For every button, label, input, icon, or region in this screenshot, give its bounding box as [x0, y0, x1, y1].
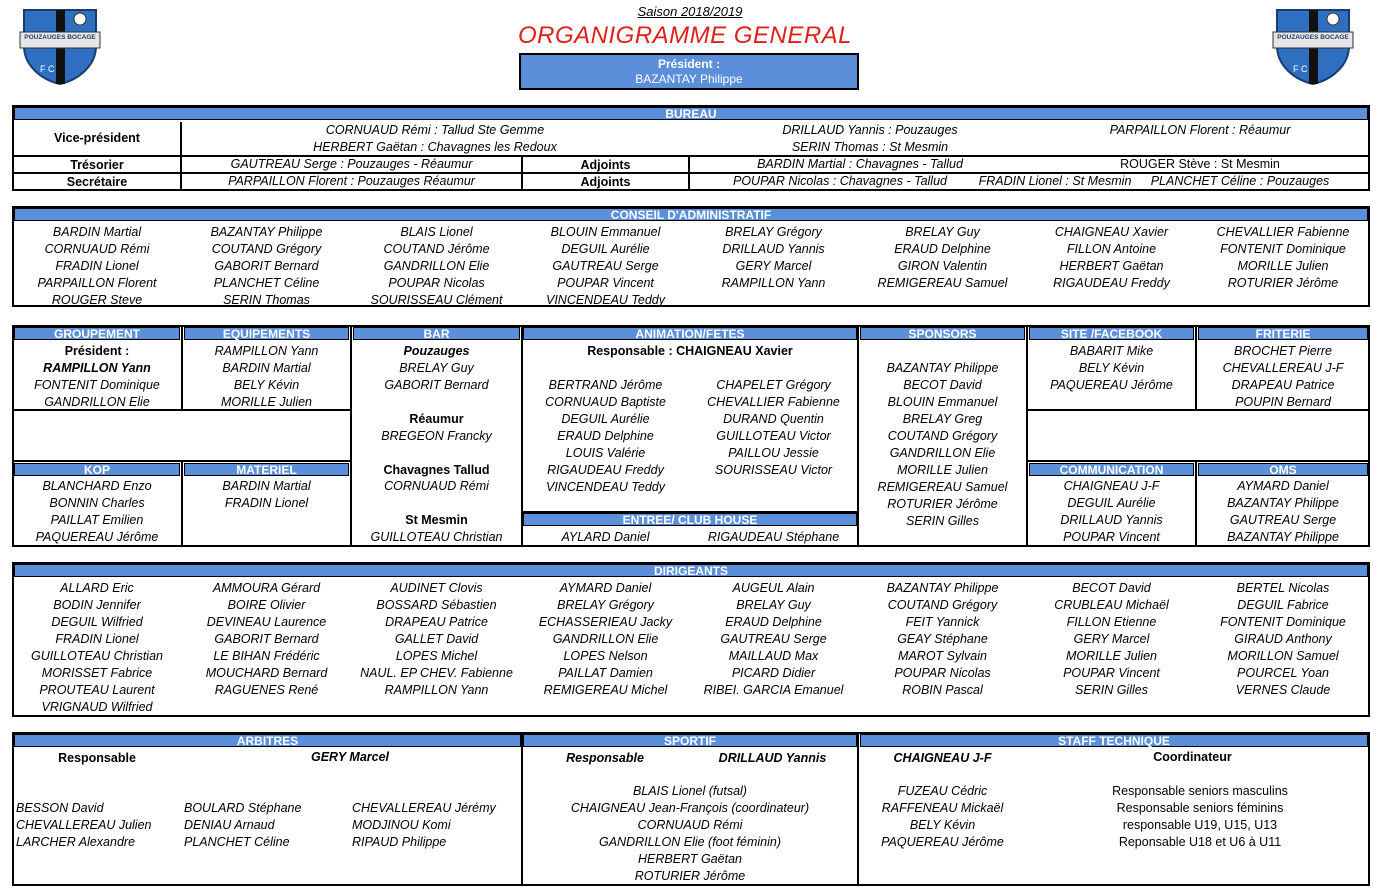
equipements-header: EQUIPEMENTS: [184, 327, 349, 340]
member-name: DEGUIL Aurélie: [561, 412, 650, 426]
member-name: LOUIS Valérie: [565, 446, 646, 460]
dirigeant-member: CRUBLEAU Michaël: [1054, 598, 1169, 612]
staff-lead: CHAIGNEAU J-F: [893, 751, 992, 765]
bar-header: BAR: [353, 327, 520, 340]
conseil-member: PARPAILLON Florent: [37, 276, 157, 290]
conseil-column: [14, 224, 180, 309]
dirigeant-member: REMIGEREAU Michel: [543, 683, 668, 697]
site-list: [1029, 343, 1194, 394]
member-name: CORNUAUD Baptiste: [545, 395, 666, 409]
member-name: HERBERT Gaëtan: [638, 852, 742, 866]
member-name: CHEVALLEREAU Julien: [16, 818, 152, 832]
materiel-list: [184, 478, 349, 512]
conseil-column: [184, 224, 349, 309]
member-name: REMIGEREAU Samuel: [877, 480, 1008, 494]
svg-text:F C: F C: [40, 64, 55, 74]
member-name: CHEVALLEREAU Jérémy: [352, 801, 496, 815]
dirigeant-column: [1029, 580, 1194, 699]
arbitres-resp-label: Responsable: [58, 751, 136, 765]
dirigeant-member: GIRAUD Anthony: [1234, 632, 1332, 646]
conseil-member: FILLON Antoine: [1066, 242, 1157, 256]
secretary-name: PARPAILLON Florent : Pouzauges Réaumur: [228, 174, 475, 188]
season-label: Saison 2018/2019: [637, 4, 743, 19]
member-name: BELY Kévin: [233, 378, 300, 392]
dirigeant-member: AUDINET Clovis: [390, 581, 483, 595]
dirigeant-column: [690, 580, 857, 699]
vp-member: SERIN Thomas : St Mesmin: [791, 140, 949, 154]
member-name: Responsable seniors féminins: [1116, 801, 1284, 815]
dirigeant-member: DEVINEAU Laurence: [206, 615, 327, 629]
conseil-member: GANDRILLON Elie: [383, 259, 490, 273]
entree-member: AYLARD Daniel: [561, 530, 650, 544]
member-name: PLANCHET Céline: [184, 835, 290, 849]
dirigeant-member: BRELAY Grégory: [557, 598, 654, 612]
staff-coord-label: Coordinateur: [1153, 750, 1232, 764]
dirigeant-member: FILLON Etienne: [1066, 615, 1157, 629]
member-name: BAZANTAY Philippe: [1227, 496, 1339, 510]
president-name: BAZANTAY Philippe: [635, 72, 743, 86]
member-name: PAQUEREAU Jérôme: [881, 835, 1004, 849]
treasurer-label: Trésorier: [70, 158, 124, 172]
conseil-member: POUPAR Vincent: [557, 276, 654, 290]
bar-list: [353, 428, 520, 445]
dirigeant-member: PROUTEAU Laurent: [39, 683, 155, 697]
member-name: MORILLE Julien: [220, 395, 312, 409]
vp-member: CORNUAUD Rémi : Tallud Ste Gemme: [325, 123, 545, 137]
conseil-member: GERY Marcel: [735, 259, 812, 273]
conseil-member: GAUTREAU Serge: [552, 259, 659, 273]
sponsors-list: [860, 360, 1025, 530]
equipements-list: [184, 343, 349, 411]
dirigeant-member: MORILLE Julien: [1065, 649, 1157, 663]
dirigeant-member: FEIT Yannick: [905, 615, 980, 629]
conseil-member: SERIN Thomas: [223, 293, 310, 307]
member-name: POUPAR Vincent: [1063, 530, 1160, 544]
arbitres-list: [16, 800, 182, 851]
dirigeant-member: DEGUIL Fabrice: [1237, 598, 1329, 612]
member-name: BAZANTAY Philippe: [1227, 530, 1339, 544]
sportif-list: [523, 783, 857, 885]
animation-header: ANIMATION/FETES: [523, 327, 857, 340]
member-name: CHAIGNEAU J-F: [1063, 479, 1160, 493]
dirigeant-member: DRAPEAU Patrice: [385, 615, 488, 629]
member-name: SOURISSEAU Victor: [714, 463, 833, 477]
dirigeant-column: [353, 580, 520, 699]
conseil-column: [860, 224, 1025, 292]
member-name: DRAPEAU Patrice: [1231, 378, 1335, 392]
member-name: DRILLAUD Yannis: [1060, 513, 1163, 527]
conseil-member: CHEVALLIER Fabienne: [1216, 225, 1350, 239]
conseil-column: [1198, 224, 1368, 292]
conseil-member: FRADIN Lionel: [55, 259, 139, 273]
conseil-header: CONSEIL D'ADMINISTRATIF: [14, 208, 1368, 221]
conseil-member: BARDIN Martial: [52, 225, 142, 239]
dirigeant-member: MAILLAUD Max: [728, 649, 819, 663]
member-name: BESSON David: [16, 801, 104, 815]
member-name: COUTAND Grégory: [887, 429, 998, 443]
member-name: BLAIS Lionel (futsal): [633, 784, 747, 798]
dirigeant-member: ROBIN Pascal: [902, 683, 983, 697]
friterie-list: [1198, 343, 1368, 411]
vp-member: PARPAILLON Florent : Réaumur: [1109, 123, 1291, 137]
arbitres-list: [352, 800, 518, 851]
member-name: RIPAUD Philippe: [352, 835, 447, 849]
conseil-member: BRELAY Grégory: [725, 225, 822, 239]
conseil-member: GIRON Valentin: [897, 259, 988, 273]
dirigeant-member: GEAY Stéphane: [897, 632, 988, 646]
dirigeant-member: AYMARD Daniel: [559, 581, 652, 595]
kop-list: [14, 478, 180, 546]
groupement-pres-label: Président :: [64, 344, 130, 358]
dirigeants-header: DIRIGEANTS: [14, 564, 1368, 577]
dirigeant-member: GAUTREAU Serge: [720, 632, 827, 646]
member-name: BAZANTAY Philippe: [886, 361, 999, 375]
member-name: CHEVALLIER Fabienne: [707, 395, 840, 409]
conseil-member: ROUGER Steve: [51, 293, 143, 307]
member-name: GUILLOTEAU Victor: [716, 429, 831, 443]
member-name: DEGUIL Aurélie: [1067, 496, 1156, 510]
bar-list: [353, 360, 520, 394]
svg-text:POUZAUGES BOCAGE: POUZAUGES BOCAGE: [1277, 34, 1349, 41]
conseil-member: GABORIT Bernard: [214, 259, 319, 273]
dirigeant-member: SERIN Gilles: [1075, 683, 1148, 697]
conseil-member: CHAIGNEAU Xavier: [1054, 225, 1169, 239]
member-name: CORNUAUD Rémi: [384, 479, 489, 493]
member-name: Reponsable U18 et U6 à U11: [1118, 835, 1282, 849]
bar-location: St Mesmin: [405, 513, 468, 527]
treasurer-adjoint: ROUGER Stève : St Mesmin: [1120, 157, 1280, 171]
kop-header: KOP: [14, 463, 180, 476]
site-header: SITE /FACEBOOK: [1029, 327, 1194, 340]
dirigeant-member: ECHASSERIEAU Jacky: [538, 615, 673, 629]
member-name: MORILLE Julien: [896, 463, 988, 477]
dirigeant-member: ALLARD Eric: [60, 581, 134, 595]
member-name: BELY Kévin: [909, 818, 976, 832]
conseil-member: BLOUIN Emmanuel: [550, 225, 661, 239]
dirigeant-member: BRELAY Guy: [736, 598, 811, 612]
treasurer-adjoint: BARDIN Martial : Chavagnes - Tallud: [757, 157, 963, 171]
conseil-column: [690, 224, 857, 292]
dirigeant-member: POURCEL Yoan: [1237, 666, 1329, 680]
conseil-column: [1029, 224, 1194, 292]
member-name: BARDIN Martial: [222, 479, 311, 493]
dirigeant-column: [14, 580, 180, 716]
staff-header: STAFF TECHNIQUE: [860, 734, 1368, 747]
member-name: FRADIN Lionel: [224, 496, 309, 510]
sportif-header: SPORTIF: [523, 734, 857, 747]
conseil-column: [523, 224, 688, 309]
communication-header: COMMUNICATION: [1029, 463, 1194, 476]
arbitres-header: ARBITRES: [14, 734, 521, 747]
member-name: BRELAY Guy: [399, 361, 474, 375]
svg-text:F C: F C: [1293, 64, 1308, 74]
dirigeant-member: FRADIN Lionel: [55, 632, 139, 646]
conseil-member: HERBERT Gaëtan: [1059, 259, 1164, 273]
member-name: ROTURIER Jérôme: [887, 497, 998, 511]
page-title: ORGANIGRAMME GENERAL: [517, 22, 853, 49]
bar-location: Pouzauges: [403, 344, 470, 358]
club-logo-right: [1271, 6, 1355, 86]
dirigeant-member: GUILLOTEAU Christian: [31, 649, 163, 663]
member-name: DENIAU Arnaud: [184, 818, 275, 832]
member-name: BARDIN Martial: [222, 361, 311, 375]
dirigeant-member: AUGEUL Alain: [732, 581, 815, 595]
bar-location: Réaumur: [409, 412, 464, 426]
dirigeant-member: COUTAND Grégory: [887, 598, 998, 612]
member-name: ROTURIER Jérôme: [634, 869, 746, 883]
dirigeant-column: [860, 580, 1025, 699]
dirigeant-member: PAILLAT Damien: [558, 666, 653, 680]
dirigeant-member: BERTEL Nicolas: [1236, 581, 1330, 595]
conseil-column: [353, 224, 520, 309]
member-name: FUZEAU Cédric: [897, 784, 988, 798]
member-name: Responsable seniors masculins: [1112, 784, 1288, 798]
svg-text:POUZAUGES BOCAGE: POUZAUGES BOCAGE: [24, 34, 96, 41]
conseil-member: COUTAND Grégory: [211, 242, 322, 256]
conseil-member: VINCENDEAU Teddy: [545, 293, 666, 307]
sportif-resp-label: Responsable: [566, 751, 644, 765]
member-name: CORNUAUD Rémi: [637, 818, 743, 832]
adjoints-label: Adjoints: [580, 158, 631, 172]
groupement-header: GROUPEMENT: [14, 327, 180, 340]
member-name: VINCENDEAU Teddy: [545, 480, 666, 494]
member-name: BONNIN Charles: [49, 496, 145, 510]
entree-member: RIGAUDEAU Stéphane: [707, 530, 840, 544]
conseil-member: DRILLAUD Yannis: [722, 242, 825, 256]
conseil-member: REMIGEREAU Samuel: [877, 276, 1008, 290]
dirigeant-member: RAMPILLON Yann: [384, 683, 489, 697]
dirigeant-member: LOPES Nelson: [563, 649, 648, 663]
dirigeant-member: MOUCHARD Bernard: [205, 666, 328, 680]
dirigeant-member: LE BIHAN Frédéric: [213, 649, 320, 663]
vp-member: DRILLAUD Yannis : Pouzauges: [782, 123, 958, 137]
bar-location: Chavagnes Tallud: [383, 463, 490, 477]
member-name: BECOT David: [903, 378, 982, 392]
dirigeant-member: GANDRILLON Elie: [552, 632, 659, 646]
secretary-adjoint: POUPAR Nicolas : Chavagnes - Tallud: [733, 174, 947, 188]
vp-label: Vice-président: [54, 131, 140, 145]
dirigeant-member: MAROT Sylvain: [898, 649, 987, 663]
dirigeant-member: BODIN Jennifer: [53, 598, 141, 612]
president-label: Président :: [657, 57, 720, 71]
bar-list: [353, 478, 520, 495]
dirigeant-member: LOPES Michel: [395, 649, 478, 663]
animation-list: [523, 377, 688, 496]
member-name: GANDRILLON Elie: [44, 395, 150, 409]
conseil-member: MORILLE Julien: [1237, 259, 1329, 273]
dirigeant-member: VERNES Claude: [1235, 683, 1331, 697]
club-logo-left: [18, 6, 102, 86]
member-name: BLANCHARD Enzo: [42, 479, 152, 493]
groupement-list: [14, 377, 180, 411]
member-name: DURAND Quentin: [723, 412, 824, 426]
dirigeant-member: BOSSARD Sébastien: [376, 598, 497, 612]
dirigeant-member: POUPAR Vincent: [1063, 666, 1160, 680]
dirigeant-member: GABORIT Bernard: [214, 632, 319, 646]
dirigeant-member: MORILLON Samuel: [1227, 649, 1339, 663]
member-name: PAILLAT Emilien: [50, 513, 144, 527]
treasurer-name: GAUTREAU Serge : Pouzauges - Réaumur: [230, 157, 473, 171]
arbitres-resp: GERY Marcel: [310, 750, 390, 764]
dirigeant-member: RAGUENES René: [214, 683, 319, 697]
entree-header: ENTREE/ CLUB HOUSE: [523, 513, 857, 526]
conseil-member: ROTURIER Jérôme: [1227, 276, 1339, 290]
member-name: ERAUD Delphine: [557, 429, 654, 443]
adjoints-label: Adjoints: [580, 175, 631, 189]
member-name: FONTENIT Dominique: [34, 378, 160, 392]
member-name: GANDRILLON Elie (foot féminin): [598, 835, 781, 849]
member-name: BABARIT Mike: [1069, 344, 1154, 358]
member-name: AYMARD Daniel: [1237, 479, 1329, 493]
groupement-pres-name: RAMPILLON Yann: [43, 361, 151, 375]
dirigeant-column: [523, 580, 688, 699]
member-name: GANDRILLON Elie: [889, 446, 996, 460]
dirigeant-member: GERY Marcel: [1073, 632, 1150, 646]
member-name: RIGAUDEAU Freddy: [547, 463, 664, 477]
animation-resp: Responsable : CHAIGNEAU Xavier: [587, 344, 793, 358]
secretary-adjoint: PLANCHET Céline : Pouzauges: [1150, 174, 1330, 188]
sportif-resp: DRILLAUD Yannis: [718, 751, 827, 765]
dirigeant-member: ERAUD Delphine: [725, 615, 822, 629]
conseil-member: ERAUD Delphine: [894, 242, 991, 256]
member-name: RAMPILLON Yann: [214, 344, 319, 358]
oms-header: OMS: [1198, 463, 1368, 476]
secretary-label: Secrétaire: [66, 175, 128, 189]
bar-list: [353, 529, 520, 546]
staff-roles: [1080, 783, 1320, 851]
dirigeant-column: [184, 580, 349, 699]
member-name: BERTRAND Jérôme: [548, 378, 663, 392]
arbitres-list: [184, 800, 350, 851]
materiel-header: MATERIEL: [184, 463, 349, 476]
conseil-member: BAZANTAY Philippe: [210, 225, 323, 239]
member-name: MODJINOU Komi: [352, 818, 451, 832]
dirigeant-member: BECOT David: [1072, 581, 1151, 595]
member-name: CHAIGNEAU Jean-François (coordinateur): [570, 801, 810, 815]
conseil-member: DEGUIL Aurélie: [561, 242, 650, 256]
oms-list: [1198, 478, 1368, 546]
conseil-member: PLANCHET Céline: [213, 276, 320, 290]
conseil-member: POUPAR Nicolas: [388, 276, 485, 290]
dirigeant-column: [1198, 580, 1368, 699]
bureau-header: BUREAU: [14, 107, 1368, 120]
member-name: GUILLOTEAU Christian: [370, 530, 503, 544]
conseil-member: RAMPILLON Yann: [721, 276, 826, 290]
member-name: BELY Kévin: [1078, 361, 1145, 375]
member-name: GAUTREAU Serge: [1229, 513, 1337, 527]
dirigeant-member: PICARD Didier: [731, 666, 816, 680]
conseil-member: SOURISSEAU Clément: [370, 293, 503, 307]
member-name: SERIN Gilles: [906, 514, 979, 528]
member-name: BLOUIN Emmanuel: [887, 395, 998, 409]
conseil-member: FONTENIT Dominique: [1220, 242, 1346, 256]
dirigeant-member: BOIRE Olivier: [227, 598, 306, 612]
dirigeant-member: GALLET David: [394, 632, 479, 646]
member-name: BRELAY Greg: [902, 412, 983, 426]
animation-list: [690, 377, 857, 479]
staff-list: [860, 783, 1025, 851]
member-name: CHAPELET Grégory: [716, 378, 831, 392]
member-name: LARCHER Alexandre: [16, 835, 136, 849]
dirigeant-member: RIBEI. GARCIA Emanuel: [703, 683, 844, 697]
sponsors-header: SPONSORS: [860, 327, 1025, 340]
dirigeant-member: BAZANTAY Philippe: [886, 581, 999, 595]
conseil-member: BLAIS Lionel: [400, 225, 473, 239]
member-name: CHEVALLEREAU J-F: [1222, 361, 1344, 375]
member-name: PAQUEREAU Jérôme: [1050, 378, 1173, 392]
dirigeant-member: AMMOURA Gérard: [212, 581, 321, 595]
vp-member: HERBERT Gaëtan : Chavagnes les Redoux: [313, 140, 557, 154]
member-name: BOULARD Stéphane: [184, 801, 302, 815]
member-name: responsable U19, U15, U13: [1122, 818, 1278, 832]
dirigeant-member: MORISSET Fabrice: [41, 666, 153, 680]
dirigeant-member: VRIGNAUD Wilfried: [41, 700, 153, 714]
dirigeant-member: NAUL. EP CHEV. Fabienne: [360, 666, 513, 680]
communication-list: [1029, 478, 1194, 546]
member-name: POUPIN Bernard: [1235, 395, 1331, 409]
conseil-member: RIGAUDEAU Freddy: [1053, 276, 1170, 290]
member-name: PAILLOU Jessie: [728, 446, 819, 460]
member-name: BREGEON Francky: [381, 429, 492, 443]
member-name: BROCHET Pierre: [1234, 344, 1332, 358]
member-name: RAFFENEAU Mickaël: [881, 801, 1004, 815]
conseil-member: BRELAY Guy: [905, 225, 980, 239]
secretary-adjoint: FRADIN Lionel : St Mesmin: [978, 174, 1132, 188]
conseil-member: COUTAND Jérôme: [383, 242, 490, 256]
member-name: GABORIT Bernard: [384, 378, 489, 392]
conseil-member: CORNUAUD Rémi: [44, 242, 150, 256]
member-name: PAQUEREAU Jérôme: [35, 530, 159, 544]
president-box: [519, 53, 859, 90]
dirigeant-member: DEGUIL Wilfried: [51, 615, 143, 629]
dirigeant-member: POUPAR Nicolas: [894, 666, 991, 680]
dirigeant-member: FONTENIT Dominique: [1220, 615, 1346, 629]
friterie-header: FRITERIE: [1198, 327, 1368, 340]
